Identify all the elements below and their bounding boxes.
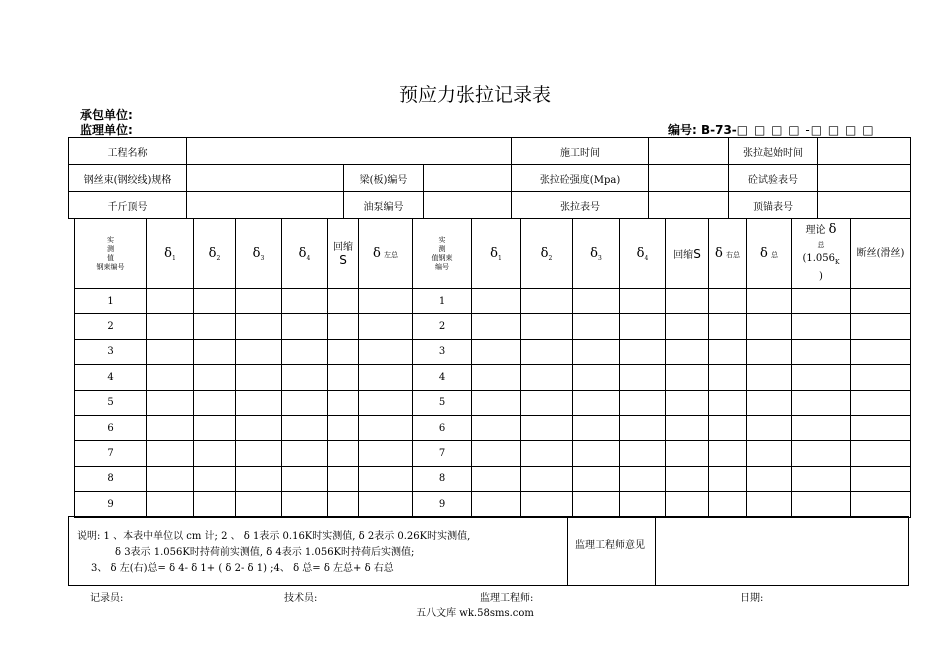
measurement-cell[interactable] bbox=[792, 390, 851, 415]
measurement-cell[interactable] bbox=[359, 289, 413, 314]
measurement-cell[interactable] bbox=[147, 339, 194, 364]
code-label: 编号: B-73- bbox=[668, 123, 737, 137]
measurement-cell[interactable] bbox=[851, 289, 911, 314]
measurement-cell[interactable] bbox=[573, 390, 620, 415]
measurement-cell[interactable] bbox=[194, 390, 236, 415]
header-left-total: δ 左总 bbox=[359, 219, 413, 289]
header-right-delta-1: $\delta_1$ bbox=[472, 219, 521, 289]
measurement-cell[interactable] bbox=[851, 492, 911, 517]
code-field bbox=[668, 121, 875, 138]
measurement-cell[interactable] bbox=[666, 365, 709, 390]
measurement-cell[interactable] bbox=[521, 415, 573, 440]
measurement-cell[interactable] bbox=[236, 466, 282, 491]
measurement-cell[interactable] bbox=[472, 289, 521, 314]
measurement-cell[interactable] bbox=[282, 289, 328, 314]
measurement-cell[interactable] bbox=[328, 365, 359, 390]
measurement-cell[interactable] bbox=[359, 441, 413, 466]
measurement-cell[interactable] bbox=[620, 466, 666, 491]
measurement-cell[interactable] bbox=[236, 314, 282, 339]
header-left-delta-2: $\delta_2$ bbox=[194, 219, 236, 289]
measurement-cell[interactable] bbox=[328, 466, 359, 491]
notes-section bbox=[68, 516, 909, 586]
right-row-number: 1 bbox=[413, 289, 472, 314]
measurement-cell[interactable] bbox=[747, 289, 792, 314]
measurement-cell[interactable] bbox=[328, 390, 359, 415]
left-row-number: 1 bbox=[75, 289, 147, 314]
table-row bbox=[75, 441, 911, 466]
header-left-retract: 回缩 S bbox=[328, 219, 359, 289]
header-broken-wire: 断丝(滑丝) bbox=[851, 219, 911, 289]
measurement-cell[interactable] bbox=[521, 314, 573, 339]
table-row bbox=[75, 339, 911, 364]
measurement-cell[interactable] bbox=[620, 390, 666, 415]
measurement-cell[interactable] bbox=[521, 289, 573, 314]
value-anchor-gauge[interactable] bbox=[818, 192, 911, 219]
measurement-cell[interactable] bbox=[666, 289, 709, 314]
measurement-cell[interactable] bbox=[851, 339, 911, 364]
label-construction-time: 施工时间 bbox=[512, 138, 649, 165]
header-right-delta-4: $\delta_4$ bbox=[620, 219, 666, 289]
measurement-cell[interactable] bbox=[666, 415, 709, 440]
page-title: 预应力张拉记录表 bbox=[398, 84, 551, 106]
value-strand-spec[interactable] bbox=[187, 165, 344, 192]
measurement-cell[interactable] bbox=[472, 339, 521, 364]
measurement-cell[interactable] bbox=[521, 339, 573, 364]
notes-line-1: 说明: 1 、本表中单位以 cm 计; 2 、 δ 1表示 0.16K时实测值, δ 2表示 0.26K时实测值, bbox=[77, 531, 471, 542]
label-anchor-gauge: 顶锚表号 bbox=[729, 192, 818, 219]
measurement-cell[interactable] bbox=[147, 441, 194, 466]
measurement-cell[interactable] bbox=[792, 492, 851, 517]
supervisor-opinion-field[interactable] bbox=[656, 517, 908, 585]
measurement-cell[interactable] bbox=[792, 441, 851, 466]
measurement-cell[interactable] bbox=[573, 339, 620, 364]
left-row-number: 7 bbox=[75, 441, 147, 466]
measurement-cell[interactable] bbox=[359, 390, 413, 415]
value-concrete-test-no[interactable] bbox=[818, 165, 911, 192]
measurement-cell[interactable] bbox=[792, 314, 851, 339]
measurement-cell[interactable] bbox=[282, 415, 328, 440]
right-row-number: 5 bbox=[413, 390, 472, 415]
left-row-number: 9 bbox=[75, 492, 147, 517]
measurement-cell[interactable] bbox=[194, 492, 236, 517]
measurement-cell[interactable] bbox=[328, 339, 359, 364]
measurement-cell[interactable] bbox=[282, 441, 328, 466]
measurement-cell[interactable] bbox=[521, 365, 573, 390]
measurement-cell[interactable] bbox=[747, 492, 792, 517]
measurement-cell[interactable] bbox=[792, 415, 851, 440]
measurement-cell[interactable] bbox=[573, 415, 620, 440]
header-right-delta-2: $\delta_2$ bbox=[521, 219, 573, 289]
footer-date: 日期: bbox=[740, 593, 764, 604]
measurement-cell[interactable] bbox=[282, 466, 328, 491]
measurement-cell[interactable] bbox=[147, 289, 194, 314]
right-row-number: 2 bbox=[413, 314, 472, 339]
measurement-cell[interactable] bbox=[666, 492, 709, 517]
measurement-cell[interactable] bbox=[620, 441, 666, 466]
table-row bbox=[75, 365, 911, 390]
measurement-cell[interactable] bbox=[620, 365, 666, 390]
left-row-number: 4 bbox=[75, 365, 147, 390]
measurement-cell[interactable] bbox=[328, 314, 359, 339]
measurement-cell[interactable] bbox=[666, 441, 709, 466]
measurement-cell[interactable] bbox=[747, 466, 792, 491]
measurement-cell[interactable] bbox=[573, 466, 620, 491]
measurement-cell[interactable] bbox=[282, 492, 328, 517]
measurement-cell[interactable] bbox=[709, 415, 747, 440]
header-theory: 理论 δ 总 ($1.056_K$ ) bbox=[792, 219, 851, 289]
measurement-cell[interactable] bbox=[573, 492, 620, 517]
site-watermark: 五八文库 wk.58sms.com bbox=[416, 608, 534, 619]
measurement-cell[interactable] bbox=[709, 441, 747, 466]
measurement-cell[interactable] bbox=[328, 441, 359, 466]
left-row-number: 5 bbox=[75, 390, 147, 415]
measurement-cell[interactable] bbox=[851, 365, 911, 390]
measurement-cell[interactable] bbox=[147, 492, 194, 517]
measurement-cell[interactable] bbox=[236, 390, 282, 415]
table-row bbox=[75, 390, 911, 415]
notes-line-3: 3、 δ 左(右)总= δ 4- δ 1+ ( δ 2- δ 1) ;4、 δ 总= δ 左总+ δ 右总 bbox=[91, 563, 394, 574]
measurement-cell[interactable] bbox=[147, 390, 194, 415]
measurement-cell[interactable] bbox=[236, 365, 282, 390]
supervisor-label: 监理单位: bbox=[80, 123, 133, 137]
measurement-cell[interactable] bbox=[747, 339, 792, 364]
measurement-cell[interactable] bbox=[282, 339, 328, 364]
measurement-cell[interactable] bbox=[521, 492, 573, 517]
label-beam-number: 梁(板)编号 bbox=[344, 165, 424, 192]
measurement-cell[interactable] bbox=[472, 492, 521, 517]
label-tension-gauge: 张拉表号 bbox=[512, 192, 649, 219]
measurement-cell[interactable] bbox=[521, 466, 573, 491]
measurement-cell[interactable] bbox=[194, 466, 236, 491]
label-pump-number: 油泵编号 bbox=[344, 192, 424, 219]
measurement-cell[interactable] bbox=[472, 466, 521, 491]
info-row bbox=[69, 165, 911, 192]
measurement-cell[interactable] bbox=[666, 390, 709, 415]
measurement-cell[interactable] bbox=[573, 314, 620, 339]
measurement-cell[interactable] bbox=[851, 466, 911, 491]
measurement-cell[interactable] bbox=[147, 415, 194, 440]
header-total: δ 总 bbox=[747, 219, 792, 289]
right-row-number: 6 bbox=[413, 415, 472, 440]
footer-technician: 技术员: bbox=[284, 593, 318, 604]
measurement-cell[interactable] bbox=[851, 390, 911, 415]
measurement-cell[interactable] bbox=[747, 415, 792, 440]
notes-line-2: δ 3表示 1.056K时持荷前实测值, δ 4表示 1.056K时持荷后实测值; bbox=[115, 547, 415, 558]
measurement-cell[interactable] bbox=[359, 415, 413, 440]
measurement-cell[interactable] bbox=[620, 339, 666, 364]
measurement-cell[interactable] bbox=[709, 492, 747, 517]
right-row-number: 7 bbox=[413, 441, 472, 466]
supervisor-opinion-label: 监理工程师意见 bbox=[575, 540, 645, 551]
table-row bbox=[75, 492, 911, 517]
measurement-cell[interactable] bbox=[194, 314, 236, 339]
measurement-cell[interactable] bbox=[709, 339, 747, 364]
measurement-cell[interactable] bbox=[709, 466, 747, 491]
measurement-cell[interactable] bbox=[147, 365, 194, 390]
measurement-cell[interactable] bbox=[282, 314, 328, 339]
measurement-cell[interactable] bbox=[573, 441, 620, 466]
measurement-cell[interactable] bbox=[328, 492, 359, 517]
measurement-cell[interactable] bbox=[747, 390, 792, 415]
measurement-cell[interactable] bbox=[236, 339, 282, 364]
label-project-name: 工程名称 bbox=[69, 138, 187, 165]
header-left-delta-4: $\delta_4$ bbox=[282, 219, 328, 289]
left-row-number: 6 bbox=[75, 415, 147, 440]
footer-recorder: 记录员: bbox=[90, 593, 124, 604]
table-row bbox=[75, 466, 911, 491]
measurement-cell[interactable] bbox=[666, 339, 709, 364]
measurement-cell[interactable] bbox=[792, 365, 851, 390]
footer-supervisor: 监理工程师: bbox=[480, 593, 534, 604]
label-strand-spec: 钢丝束(钢绞线)规格 bbox=[69, 165, 187, 192]
measurement-cell[interactable] bbox=[573, 289, 620, 314]
measurement-cell[interactable] bbox=[851, 314, 911, 339]
measurement-cell[interactable] bbox=[747, 365, 792, 390]
table-row bbox=[75, 289, 911, 314]
measurement-cell[interactable] bbox=[194, 365, 236, 390]
measurement-cell[interactable] bbox=[472, 314, 521, 339]
notes-divider bbox=[567, 517, 568, 585]
measurement-cell[interactable] bbox=[666, 466, 709, 491]
measurement-cell[interactable] bbox=[747, 314, 792, 339]
label-jack-number: 千斤顶号 bbox=[69, 192, 187, 219]
right-strand-label: 实 测 值钢束 编号 bbox=[413, 219, 472, 289]
measurement-cell[interactable] bbox=[747, 441, 792, 466]
value-beam-number[interactable] bbox=[424, 165, 512, 192]
measurement-cell[interactable] bbox=[236, 415, 282, 440]
measurement-cell[interactable] bbox=[792, 466, 851, 491]
measurement-cell[interactable] bbox=[236, 289, 282, 314]
measurement-cell[interactable] bbox=[282, 365, 328, 390]
table-row bbox=[75, 415, 911, 440]
info-table bbox=[68, 137, 911, 219]
left-strand-label: 实 测 值 钢束编号 bbox=[75, 219, 147, 289]
left-row-number: 8 bbox=[75, 466, 147, 491]
measurement-cell[interactable] bbox=[573, 365, 620, 390]
right-row-number: 4 bbox=[413, 365, 472, 390]
value-tension-gauge[interactable] bbox=[649, 192, 729, 219]
measurement-cell[interactable] bbox=[359, 492, 413, 517]
measurement-cell[interactable] bbox=[282, 390, 328, 415]
header-left-delta-1: $\delta_1$ bbox=[147, 219, 194, 289]
measurement-cell[interactable] bbox=[472, 365, 521, 390]
right-row-number: 8 bbox=[413, 466, 472, 491]
left-row-number: 2 bbox=[75, 314, 147, 339]
measurement-cell[interactable] bbox=[709, 314, 747, 339]
measurement-cell[interactable] bbox=[194, 441, 236, 466]
value-jack-number[interactable] bbox=[187, 192, 344, 219]
measurement-cell[interactable] bbox=[620, 289, 666, 314]
header-right-retract: 回缩S bbox=[666, 219, 709, 289]
measurement-cell[interactable] bbox=[851, 441, 911, 466]
measurement-cell[interactable] bbox=[328, 289, 359, 314]
measurement-cell[interactable] bbox=[472, 441, 521, 466]
measurement-cell[interactable] bbox=[328, 415, 359, 440]
measurement-cell[interactable] bbox=[472, 390, 521, 415]
measurement-cell[interactable] bbox=[194, 289, 236, 314]
notes-text bbox=[77, 529, 567, 577]
left-row-number: 3 bbox=[75, 339, 147, 364]
label-tension-start-time: 张拉起始时间 bbox=[729, 138, 818, 165]
measurement-cell[interactable] bbox=[359, 365, 413, 390]
label-concrete-test-no: 砼试验表号 bbox=[729, 165, 818, 192]
measurement-cell[interactable] bbox=[709, 365, 747, 390]
right-row-number: 3 bbox=[413, 339, 472, 364]
table-row bbox=[75, 314, 911, 339]
measurement-cell[interactable] bbox=[792, 339, 851, 364]
value-construction-time[interactable] bbox=[649, 138, 729, 165]
value-tension-start-time[interactable] bbox=[818, 138, 911, 165]
measurement-cell[interactable] bbox=[147, 466, 194, 491]
measurement-cell[interactable] bbox=[792, 289, 851, 314]
measurement-cell[interactable] bbox=[147, 314, 194, 339]
measurement-cell[interactable] bbox=[359, 466, 413, 491]
measurement-cell[interactable] bbox=[194, 339, 236, 364]
measurement-cell[interactable] bbox=[359, 314, 413, 339]
label-concrete-strength: 张拉砼强度(Mpa) bbox=[512, 165, 649, 192]
right-row-number: 9 bbox=[413, 492, 472, 517]
measurement-cell[interactable] bbox=[236, 441, 282, 466]
measurement-cell[interactable] bbox=[851, 415, 911, 440]
code-value: □ □ □ □ -□ □ □ □ bbox=[736, 123, 875, 137]
header-left-delta-3: $\delta_3$ bbox=[236, 219, 282, 289]
info-row bbox=[69, 192, 911, 219]
value-concrete-strength[interactable] bbox=[649, 165, 729, 192]
measurement-cell[interactable] bbox=[620, 314, 666, 339]
value-pump-number[interactable] bbox=[424, 192, 512, 219]
contractor-label: 承包单位: bbox=[80, 108, 133, 122]
measurement-cell[interactable] bbox=[709, 289, 747, 314]
measurement-cell[interactable] bbox=[620, 415, 666, 440]
measurement-cell[interactable] bbox=[359, 339, 413, 364]
info-row bbox=[69, 138, 911, 165]
measurement-table bbox=[74, 218, 911, 518]
measurement-cell[interactable] bbox=[521, 441, 573, 466]
measurement-cell[interactable] bbox=[521, 390, 573, 415]
measurement-cell[interactable] bbox=[472, 415, 521, 440]
header-right-total: δ 右总 bbox=[709, 219, 747, 289]
measurement-cell[interactable] bbox=[709, 390, 747, 415]
header-right-delta-3: $\delta_3$ bbox=[573, 219, 620, 289]
measurement-cell[interactable] bbox=[666, 314, 709, 339]
measurement-cell[interactable] bbox=[236, 492, 282, 517]
measurement-header-row bbox=[75, 219, 911, 289]
measurement-cell[interactable] bbox=[620, 492, 666, 517]
measurement-cell[interactable] bbox=[194, 415, 236, 440]
value-project-name[interactable] bbox=[187, 138, 512, 165]
